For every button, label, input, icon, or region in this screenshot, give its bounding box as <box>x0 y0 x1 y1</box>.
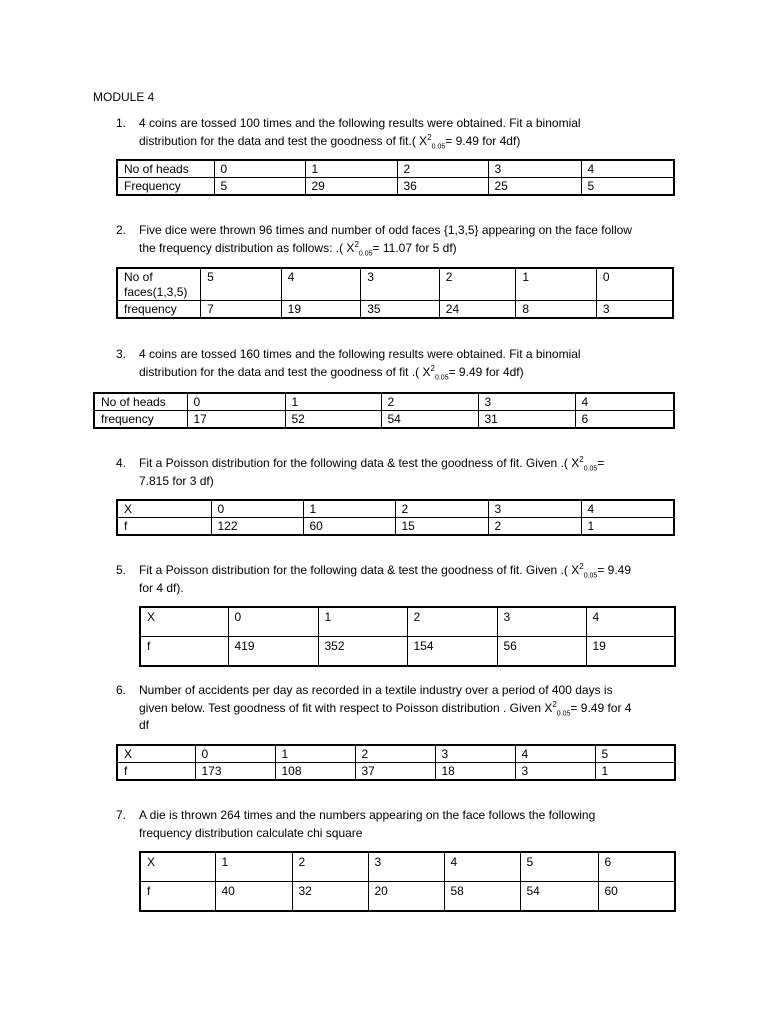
table-cell: 0 <box>195 745 275 763</box>
table-row <box>140 852 675 882</box>
table-cell: 18 <box>435 763 515 781</box>
table-cell: 5 <box>201 268 282 301</box>
table-cell: 1 <box>275 745 355 763</box>
table-cell: 25 <box>488 178 581 196</box>
row-header: f <box>140 882 215 912</box>
table-row <box>117 178 674 196</box>
table-cell: 3 <box>515 763 595 781</box>
table-cell: 20 <box>368 882 444 912</box>
row-header: f <box>140 637 228 667</box>
question-number: 7. <box>116 808 127 822</box>
question-number: 1. <box>116 116 127 130</box>
table-cell: 419 <box>228 637 318 667</box>
table-cell: 3 <box>361 268 440 301</box>
table-cell: 1 <box>318 607 407 637</box>
table-cell: 352 <box>318 637 407 667</box>
table-cell: 4 <box>581 500 674 518</box>
row-header: f <box>117 763 195 781</box>
table-cell: 60 <box>598 882 675 912</box>
table-cell: 36 <box>397 178 488 196</box>
question-text-3: df <box>139 718 150 732</box>
table-cell: 2 <box>355 745 435 763</box>
question-text-2: for 4 df). <box>139 580 184 595</box>
table-cell: 8 <box>516 301 597 319</box>
row-header: No of faces(1,3,5) <box>117 268 201 301</box>
table-q5 <box>139 606 676 667</box>
question-text-2: distribution for the data and test the goodness of fit .( $X^2_{0.05}= 9.49$ for 4df) <box>139 363 524 381</box>
table-q3 <box>93 392 675 429</box>
table-cell: 3 <box>497 607 586 637</box>
table-cell: 5 <box>581 178 674 196</box>
question-text: 4 coins are tossed 160 times and the following results were obtained. Fit a binomial <box>139 347 581 361</box>
table-cell: 52 <box>285 411 381 429</box>
table-cell: 2 <box>395 500 488 518</box>
row-header: No of heads <box>117 160 214 178</box>
table-cell: 2 <box>292 852 368 882</box>
table-cell: 56 <box>497 637 586 667</box>
page-title: MODULE 4 <box>93 90 155 104</box>
table-cell: 2 <box>381 393 478 411</box>
table-cell: 3 <box>488 500 581 518</box>
table-row <box>117 160 674 178</box>
question-text-2: 7.815 for 3 df) <box>139 473 214 488</box>
table-cell: 108 <box>275 763 355 781</box>
table-cell: 6 <box>598 852 675 882</box>
question-text: Fit a Poisson distribution for the following data & test the goodness of fit. Given .( $X^2_{0.05}= 9.49$ <box>139 562 632 580</box>
question-text-2: distribution for the data and test the goodness of fit.( $X^2_{0.05}= 9.49$ for 4df) <box>139 132 521 150</box>
table-cell: 1 <box>516 268 597 301</box>
row-header: frequency <box>117 301 201 319</box>
row-header: f <box>117 518 211 536</box>
table-row <box>117 745 675 763</box>
table-cell: 1 <box>303 500 395 518</box>
table-cell: 4 <box>281 268 361 301</box>
table-row <box>94 411 674 429</box>
table-q1 <box>116 159 675 196</box>
table-cell: 35 <box>361 301 440 319</box>
table-cell: 40 <box>215 882 292 912</box>
table-cell: 154 <box>407 637 497 667</box>
table-cell: 17 <box>187 411 285 429</box>
table-cell: 60 <box>303 518 395 536</box>
question-number: 2. <box>116 223 127 237</box>
table-q2 <box>116 267 674 319</box>
table-cell: 4 <box>586 607 675 637</box>
table-q4 <box>116 499 675 536</box>
table-row <box>140 882 675 912</box>
question-text-2: the frequency distribution as follows: .( $X^2_{0.05}= 11.07$ for 5 df) <box>139 239 457 257</box>
table-cell: 58 <box>444 882 520 912</box>
row-header: frequency <box>94 411 187 429</box>
table-cell: 3 <box>435 745 515 763</box>
table-q7 <box>139 851 676 912</box>
table-cell: 1 <box>215 852 292 882</box>
question-text: Fit a Poisson distribution for the following data & test the goodness of fit. Given .( $X^2_{0.05}=$ <box>139 455 605 473</box>
question-text: 4 coins are tossed 100 times and the following results were obtained. Fit a binomial <box>139 116 581 130</box>
table-cell: 3 <box>596 301 673 319</box>
table-cell: 0 <box>211 500 303 518</box>
table-cell: 2 <box>397 160 488 178</box>
table-cell: 54 <box>381 411 478 429</box>
table-cell: 15 <box>395 518 488 536</box>
table-cell: 3 <box>478 393 575 411</box>
question-number: 4. <box>116 456 127 470</box>
table-cell: 19 <box>586 637 675 667</box>
table-row <box>117 500 674 518</box>
table-cell: 0 <box>228 607 318 637</box>
row-header: X <box>140 852 215 882</box>
table-q6 <box>116 744 676 781</box>
row-header: X <box>117 745 195 763</box>
table-row <box>117 301 673 319</box>
question-text-2: given below. Test goodness of fit with respect to Poisson distribution . Given $X^2_{0.05}= 9.49$ for 4 <box>139 699 632 717</box>
table-cell: 4 <box>515 745 595 763</box>
table-row <box>117 518 674 536</box>
table-cell: 4 <box>575 393 674 411</box>
question-text: Five dice were thrown 96 times and number of odd faces {1,3,5} appearing on the face follow <box>139 223 632 237</box>
table-row <box>117 763 675 781</box>
question-number: 3. <box>116 347 127 361</box>
table-cell: 5 <box>214 178 305 196</box>
table-cell: 24 <box>439 301 516 319</box>
question-text-2: frequency distribution calculate chi square <box>139 825 363 840</box>
table-cell: 6 <box>575 411 674 429</box>
row-header: X <box>140 607 228 637</box>
table-cell: 2 <box>488 518 581 536</box>
table-cell: 0 <box>596 268 673 301</box>
table-cell: 122 <box>211 518 303 536</box>
table-row <box>140 607 675 637</box>
table-cell: 4 <box>581 160 674 178</box>
table-cell: 173 <box>195 763 275 781</box>
table-cell: 4 <box>444 852 520 882</box>
table-row <box>117 268 673 301</box>
table-cell: 5 <box>595 745 675 763</box>
row-header: No of heads <box>94 393 187 411</box>
table-cell: 1 <box>285 393 381 411</box>
table-cell: 32 <box>292 882 368 912</box>
question-number: 5. <box>116 563 127 577</box>
table-cell: 19 <box>281 301 361 319</box>
question-text: A die is thrown 264 times and the numbers appearing on the face follows the following <box>139 808 596 822</box>
table-cell: 37 <box>355 763 435 781</box>
table-cell: 1 <box>305 160 397 178</box>
table-row <box>94 393 674 411</box>
table-cell: 1 <box>595 763 675 781</box>
table-cell: 0 <box>214 160 305 178</box>
table-cell: 1 <box>581 518 674 536</box>
table-cell: 5 <box>520 852 598 882</box>
table-cell: 31 <box>478 411 575 429</box>
table-cell: 3 <box>488 160 581 178</box>
table-cell: 3 <box>368 852 444 882</box>
table-cell: 2 <box>439 268 516 301</box>
question-text: Number of accidents per day as recorded in a textile industry over a period of 400 days is <box>139 683 613 697</box>
table-cell: 0 <box>187 393 285 411</box>
table-cell: 2 <box>407 607 497 637</box>
row-header: X <box>117 500 211 518</box>
table-cell: 7 <box>201 301 282 319</box>
table-row <box>140 637 675 667</box>
row-header: Frequency <box>117 178 214 196</box>
question-number: 6. <box>116 683 127 697</box>
table-cell: 29 <box>305 178 397 196</box>
table-cell: 54 <box>520 882 598 912</box>
